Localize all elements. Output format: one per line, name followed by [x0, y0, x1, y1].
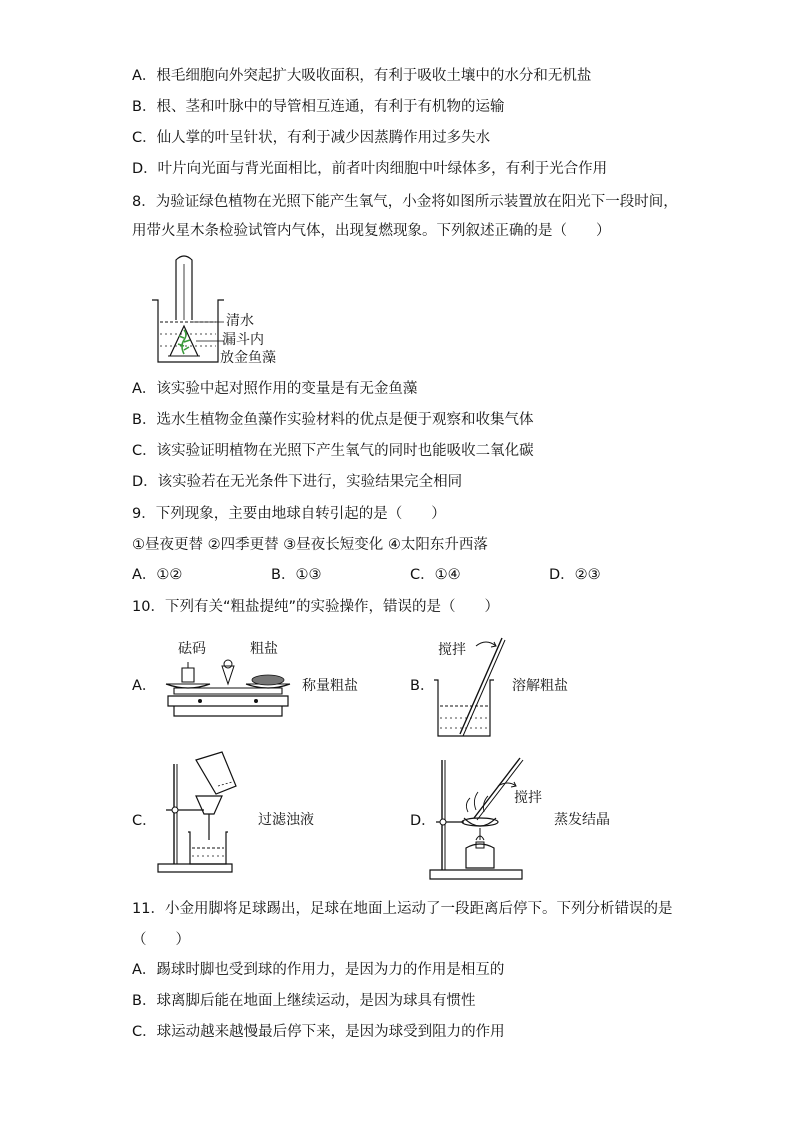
q7-option-d: D．叶片向光面与背光面相比，前者叶肉细胞中叶绿体多，有利于光合作用 — [132, 161, 608, 177]
q9-option-c: C．①④ — [410, 567, 461, 583]
label-clear-water: 清水 — [226, 313, 254, 329]
q11-stem-line1: 11．小金用脚将足球踢出，足球在地面上运动了一段距离后停下。下列分析错误的是 — [132, 901, 673, 917]
q7-option-b: B．根、茎和叶脉中的导管相互连通，有利于有机物的运输 — [132, 99, 505, 115]
q7-option-c: C．仙人掌的叶呈针状，有利于减少因蒸腾作用过多失水 — [132, 130, 491, 146]
caption-dissolve-salt: 溶解粗盐 — [512, 678, 568, 694]
q10-letter-c: C． — [132, 813, 157, 829]
q9-option-b: B．①③ — [271, 567, 322, 583]
q9-option-d: D．②③ — [549, 567, 601, 583]
filtration-figure — [152, 756, 252, 874]
caption-weigh-salt: 称量粗盐 — [302, 678, 358, 694]
q10-letter-d: D． — [410, 813, 436, 829]
q10-letter-b: B． — [410, 678, 435, 694]
label-coarse-salt: 粗盐 — [250, 641, 278, 657]
q8-option-b: B．选水生植物金鱼藻作实验材料的优点是便于观察和收集气体 — [132, 412, 534, 428]
q10-letter-a: A． — [132, 678, 157, 694]
dissolving-figure — [430, 636, 510, 740]
label-put-algae: 放金鱼藻 — [220, 350, 276, 366]
q8-option-d: D．该实验若在无光条件下进行，实验结果完全相同 — [132, 474, 463, 490]
q11-option-a: A．踢球时脚也受到球的作用力，是因为力的作用是相互的 — [132, 962, 505, 978]
q8-option-c: C．该实验证明植物在光照下产生氧气的同时也能吸收二氧化碳 — [132, 443, 534, 459]
q7-option-a: A．根毛细胞向外突起扩大吸收面积，有利于吸收土壤中的水分和无机盐 — [132, 68, 592, 84]
evaporation-figure — [428, 756, 528, 882]
caption-evaporate: 蒸发结晶 — [554, 812, 610, 828]
q11-stem-line2: （ ） — [132, 932, 190, 948]
q10-stem: 10．下列有关“粗盐提纯”的实验操作，错误的是（ ） — [132, 599, 499, 615]
q11-option-b: B．球离脚后能在地面上继续运动，是因为球具有惯性 — [132, 993, 476, 1009]
q9-items: ①昼夜更替 ②四季更替 ③昼夜长短变化 ④太阳东升西落 — [132, 537, 488, 553]
label-stir-b: 搅拌 — [438, 642, 466, 658]
label-stir-d: 搅拌 — [514, 790, 542, 806]
q11-option-c: C．球运动越来越慢最后停下来，是因为球受到阻力的作用 — [132, 1024, 505, 1040]
label-in-funnel: 漏斗内 — [222, 332, 264, 348]
q9-stem: 9．下列现象，主要由地球自转引起的是（ ） — [132, 506, 446, 522]
q8-stem-line2: 用带火星木条检验试管内气体，出现复燃现象。下列叙述正确的是（ ） — [132, 223, 611, 239]
balance-figure — [160, 656, 296, 726]
q9-option-a: A．①② — [132, 567, 183, 583]
q8-stem-line1: 8．为验证绿色植物在光照下能产生氧气，小金将如图所示装置放在阳光下一段时间， — [132, 194, 678, 210]
label-weight: 砝码 — [178, 641, 206, 657]
q8-option-a: A．该实验中起对照作用的变量是有无金鱼藻 — [132, 381, 418, 397]
caption-filter: 过滤浊液 — [258, 812, 314, 828]
